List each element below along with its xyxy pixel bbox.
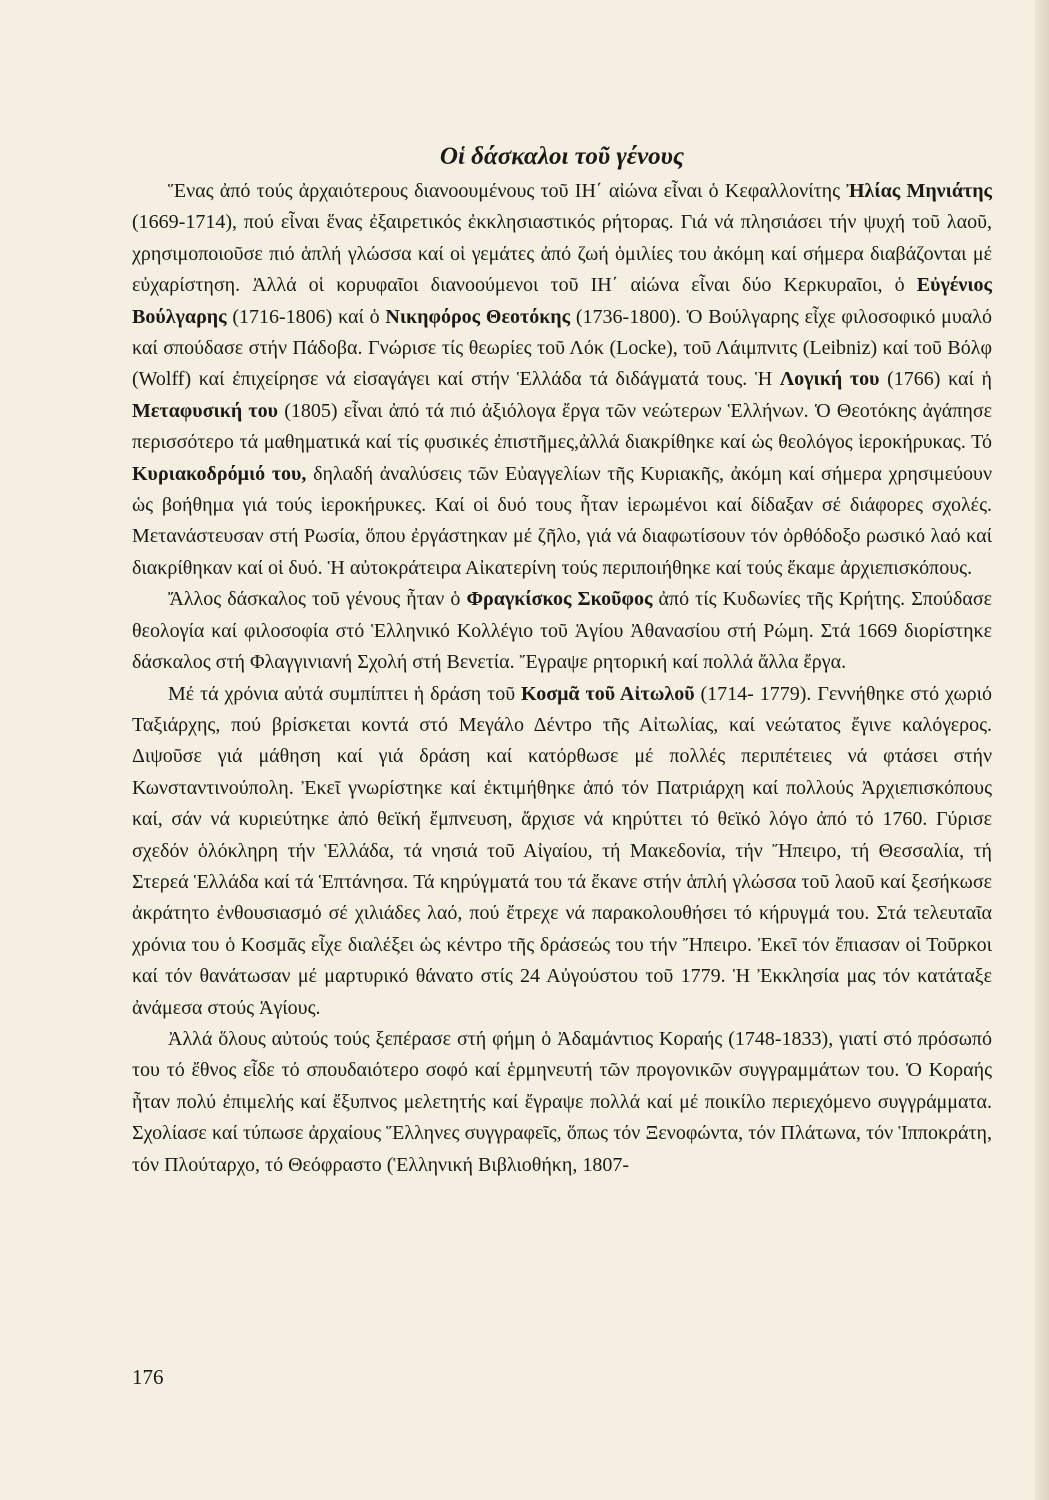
- bold-term: Μεταφυσική του: [132, 399, 279, 422]
- paragraph: [132, 584, 992, 678]
- bold-term: Ἠλίας Μηνιάτης: [846, 180, 992, 202]
- bold-term: Εὐγένιος Βούλγαρης: [132, 274, 992, 328]
- paragraph: [132, 679, 992, 1024]
- text-run: ἀπό τίς Κυδωνίες τῆς Κρήτης. Σπούδασε θεολογία καί φιλοσοφία στό Ἑλληνικό Κολλέγιο τοῦ Ἁγίου Ἀθανασίου στή Ρώμη. Στά 1669 διορίστηκε δάσκαλος στή Φλαγγινιανή Σχολή στή Βενετία. Ἔγραψε ρητορική καί πολλά ἄλλα ἔργα.: [132, 588, 993, 674]
- page-number: 176: [132, 1365, 164, 1389]
- paragraph: [132, 176, 992, 584]
- section-title: Οἱ δάσκαλοι τοῦ γένους: [439, 143, 685, 170]
- text-run: Ἕνας ἀπό τούς ἀρχαιότερους διανοουμένους τοῦ ΙΗ΄ αἰώνα εἶναι ὁ Κεφαλλονίτης: [168, 180, 847, 202]
- text-run: (1766) καί ἡ: [879, 368, 992, 391]
- text-run: (1714- 1779). Γεννήθηκε στό χωριό Ταξιάρχης, πού βρίσκεται κοντά στό Μεγάλο Δέντρο τῆς Αἰτωλίας, καί νεώτατος ἔγινε καλόγερος. Διψοῦσε γιά μάθηση καί γιά δράση καί κατόρθωσε μέ πολλές περιπέτειες νά φτάσει στήν Κωνσταντινούπολη. Ἐκεῖ γνωρίστηκε καί ἐκτιμήθηκε ἀπό τόν Πατριάρχη καί πολλούς Ἀρχιεπισκόπους καί, σάν νά κυριεύτηκε ἀπό θεϊκή ἔμπνευση, ἄρχισε νά κηρύττει τό θεϊκό λόγο ἀπό τό 1760. Γύρισε σχεδόν ὁλόκληρη τήν Ἑλλάδα, τά νησιά τοῦ Αἰγαίου, τή Μακεδονία, τήν Ἤπειρο, τή Θεσσαλία, τή Στερεά Ἑλλάδα καί τά Ἑπτάνησα. Τά κηρύγματά του τά ἔκανε στήν ἁπλή γλώσσα τοῦ λαοῦ καί ξεσήκωσε ἀκράτητο ἐνθουσιασμό σέ χιλιάδες λαό, πού ἔτρεχε νά παρακολουθήσει τό κήρυγμά του. Στά τελευταῖα χρόνια του ὁ Κοσμᾶς εἶχε διαλέξει ὡς κέντρο τῆς δράσεώς του τήν Ἤπειρο. Ἐκεῖ τόν ἔπιασαν οἱ Τοῦρκοι καί τόν θανάτωσαν μέ μαρτυρικό θάνατο στίς 24 Αὐγούστου τοῦ 1779. Ἡ Ἐκκλησία μας τόν κατάταξε ἀνάμεσα στούς Ἁγίους.: [132, 682, 992, 1019]
- paragraph: [132, 1024, 992, 1181]
- text-run: δηλαδή ἀναλύσεις τῶν Εὐαγγελίων τῆς Κυριακῆς, ἀκόμη καί σήμερα χρησιμεύουν ὡς βοήθημα γιά τούς ἱεροκήρυκες. Καί οἱ δυό τους ἦταν ἱερωμένοι καί δίδαξαν σέ διάφορες σχολές. Μετανάστευσαν στή Ρωσία, ὅπου ἐργάστηκαν μέ ζῆλο, γιά νά διαφωτίσουν τόν ὀρθόδοξο ρωσικό λαό καί διακρίθηκαν καί οἱ δυό. Ἡ αὐτοκράτειρα Αἰκατερίνη τούς περιποιήθηκε καί τούς ἔκαμε ἀρχιεπισκόπους.: [132, 462, 992, 579]
- text-run: (1669-1714), πού εἶναι ἕνας ἐξαιρετικός ἐκκλησιαστικός ρήτορας. Γιά νά πλησιάσει τήν ψυχή τοῦ λαοῦ, χρησιμοποιοῦσε πιό ἁπλή γλώσσα καί οἱ γεμάτες ἀπό ζωή ὁμιλίες του ἀκόμη καί σήμερα διαβάζονται μέ εὐχαρίστηση. Ἀλλά οἱ κορυφαῖοι διανοούμενοι τοῦ ΙΗ΄ αἰώνα εἶναι δύο Κερκυραῖοι, ὁ: [132, 211, 992, 297]
- text-run: Μέ τά χρόνια αὐτά συμπίπτει ἡ δράση τοῦ: [168, 682, 522, 705]
- bold-term: Λογική του: [779, 368, 880, 391]
- text-run: (1805) εἶναι ἀπό τά πιό ἀξιόλογα ἔργα τῶν νεώτερων Ἑλλήνων. Ὁ Θεοτόκης ἀγάπησε περισσότερο τά μαθηματικά καί τίς φυσικές ἐπιστῆμες,ἀλλά διακρίθηκε καί ὡς θεολόγος ἱεροκήρυκας. Τό: [132, 399, 992, 454]
- bold-term: Νικηφόρος Θεοτόκης: [385, 305, 571, 328]
- bold-term: Κοσμᾶ τοῦ Αἰτωλοῦ: [521, 682, 695, 705]
- text-run: (1716-1806) καί ὁ: [226, 305, 386, 328]
- bold-term: Κυριακοδρόμιό του,: [132, 462, 307, 485]
- text-block: [132, 140, 992, 1181]
- bold-term: Φραγκίσκος Σκοῦφος: [466, 588, 653, 611]
- page-binding-edge: [1035, 0, 1049, 1500]
- text-run: Ἀλλά ὅλους αὐτούς τούς ξεπέρασε στή φήμη ὁ Ἀδαμάντιος Κοραής (1748-1833), γιατί στό πρόσωπό του τό ἔθνος εἶδε τό σπουδαιότερο σοφό καί ἑρμηνευτή τῶν προγονικῶν συγγραμμάτων του. Ὁ Κοραής ἦταν πολύ ἐπιμελής καί ἔξυπνος μελετητής καί ἔγραψε πολλά καί μέ ποικίλο περιεχόμενο συγγράμματα. Σχολίασε καί τύπωσε ἀρχαίους Ἕλληνες συγγραφεῖς, ὅπως τόν Ξενοφώντα, τόν Πλάτωνα, τόν Ἱπποκράτη, τόν Πλούταρχο, τό Θεόφραστο (Ἑλληνική Βιβλιοθήκη, 1807-: [132, 1027, 992, 1176]
- text-run: Ἄλλος δάσκαλος τοῦ γένους ἦταν ὁ: [168, 588, 467, 611]
- text-run: (1736-1800). Ὁ Βούλγαρης εἶχε φιλοσοφικό μυαλό καί σπούδασε στήν Πάδοβα. Γνώρισε τίς θεωρίες τοῦ Λόκ (Locke), τοῦ Λάιμπνιτς (Leibniz) καί τοῦ Βόλφ (Wolff) καί ἐπιχείρησε νά εἰσαγάγει καί στήν Ἑλλάδα τά διδάγματά τους. Ἡ: [132, 305, 992, 391]
